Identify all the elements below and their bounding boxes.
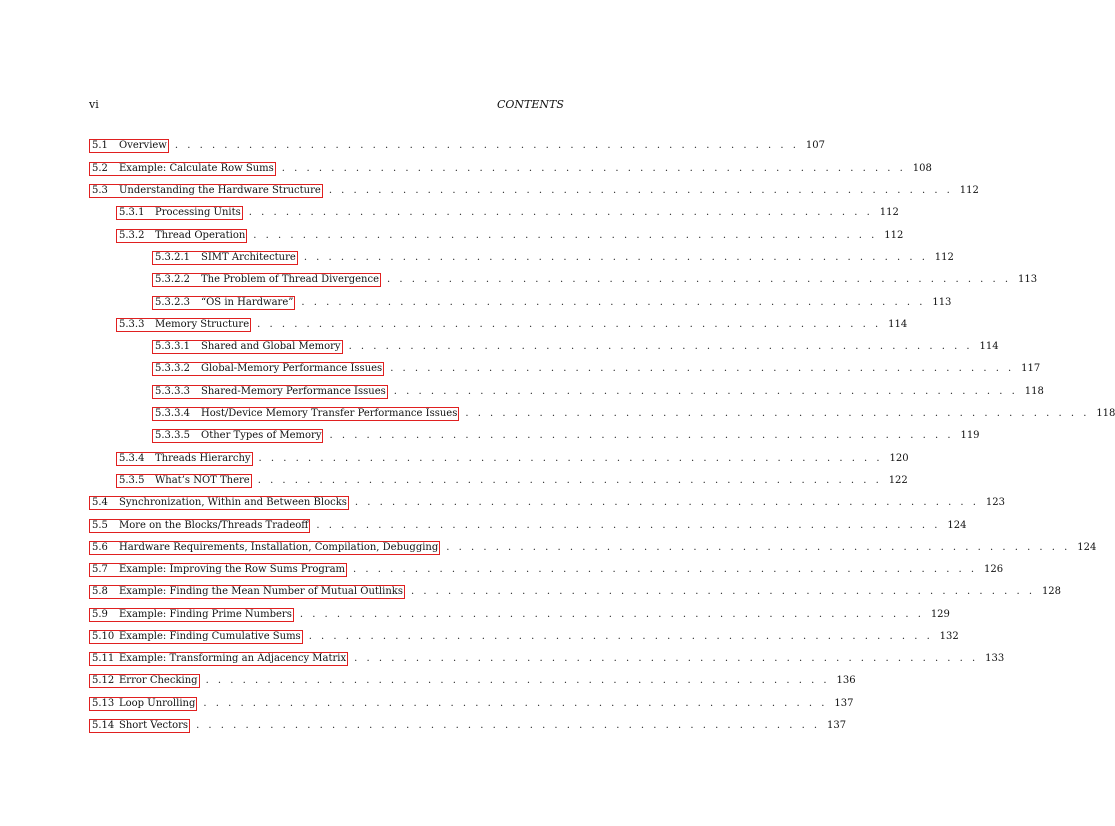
dot-leader: . . . . . . . . . . . . . . . . . . . . . . . . . . . . . . . . . . . . . . . . . . . . . . . . . . . [203, 698, 828, 709]
toc-entry [89, 495, 1005, 511]
toc-page: 136 [836, 675, 856, 686]
toc-entry [152, 339, 999, 355]
toc-number: 5.9 [92, 609, 108, 620]
toc-title: Thread Operation [155, 230, 246, 241]
toc-entry [116, 205, 899, 221]
toc-page: 112 [959, 185, 979, 196]
toc-link[interactable] [89, 162, 276, 176]
dot-leader: . . . . . . . . . . . . . . . . . . . . . . . . . . . . . . . . . . . . . . . . . . . . . . . . . . . [329, 430, 954, 441]
toc-page: 133 [985, 653, 1005, 664]
dot-leader: . . . . . . . . . . . . . . . . . . . . . . . . . . . . . . . . . . . . . . . . . . . . . . . . . . . [258, 453, 883, 464]
toc-link[interactable] [89, 630, 303, 644]
toc-link[interactable] [152, 362, 384, 376]
dot-leader: . . . . . . . . . . . . . . . . . . . . . . . . . . . . . . . . . . . . . . . . . . . . . . . . . . . [196, 720, 821, 731]
toc-title: Memory Structure [155, 319, 250, 330]
toc-title: Host/Device Memory Transfer Performance Issues [201, 408, 458, 419]
dot-leader: . . . . . . . . . . . . . . . . . . . . . . . . . . . . . . . . . . . . . . . . . . . . . . . . . . . [316, 520, 941, 531]
toc-number: 5.10 [92, 631, 115, 642]
toc-entry [89, 518, 967, 534]
toc-number: 5.4 [92, 497, 108, 508]
dot-leader: . . . . . . . . . . . . . . . . . . . . . . . . . . . . . . . . . . . . . . . . . . . . . . . . . . . [465, 408, 1090, 419]
dot-leader: . . . . . . . . . . . . . . . . . . . . . . . . . . . . . . . . . . . . . . . . . . . . . . . . . . . [354, 497, 979, 508]
toc-page: 108 [912, 163, 932, 174]
toc-link[interactable] [89, 674, 200, 688]
toc-title: Other Types of Memory [201, 430, 322, 441]
toc-number: 5.1 [92, 140, 108, 151]
toc-page: 129 [930, 609, 950, 620]
dot-leader: . . . . . . . . . . . . . . . . . . . . . . . . . . . . . . . . . . . . . . . . . . . . . . . . . . . [410, 586, 1036, 597]
toc-link[interactable] [152, 429, 323, 443]
toc-link[interactable] [116, 229, 247, 243]
toc-number: 5.3.4 [119, 453, 145, 464]
toc-page: 112 [879, 207, 899, 218]
toc-link[interactable] [89, 139, 169, 153]
toc-number: 5.13 [92, 698, 115, 709]
toc-title: Example: Finding the Mean Number of Mutual Outlinks [119, 586, 403, 597]
dot-leader: . . . . . . . . . . . . . . . . . . . . . . . . . . . . . . . . . . . . . . . . . . . . . . . . . . . [328, 185, 953, 196]
toc-title: Global-Memory Performance Issues [201, 363, 383, 374]
dot-leader: . . . . . . . . . . . . . . . . . . . . . . . . . . . . . . . . . . . . . . . . . . . . . . . . . . . [301, 297, 926, 308]
toc-number: 5.3.3.2 [155, 363, 190, 374]
dot-leader: . . . . . . . . . . . . . . . . . . . . . . . . . . . . . . . . . . . . . . . . . . . . . . . . . . . [303, 252, 928, 263]
toc-number: 5.3.2.1 [155, 252, 190, 263]
toc-number: 5.11 [92, 653, 115, 664]
toc-page: 120 [889, 453, 909, 464]
toc-page: 112 [884, 230, 904, 241]
toc-entry [152, 384, 1044, 400]
toc-page: 112 [934, 252, 954, 263]
dot-leader: . . . . . . . . . . . . . . . . . . . . . . . . . . . . . . . . . . . . . . . . . . . . . . . . . . . [299, 609, 924, 620]
toc-title: Processing Units [155, 207, 241, 218]
toc-title: “OS in Hardware” [201, 297, 294, 308]
toc-title: Hardware Requirements, Installation, Compilation, Debugging [119, 542, 439, 553]
toc-page: 126 [984, 564, 1004, 575]
toc-number: 5.8 [92, 586, 108, 597]
toc-number: 5.5 [92, 520, 108, 531]
running-title: CONTENTS [497, 98, 564, 111]
toc-title: Understanding the Hardware Structure [119, 185, 321, 196]
toc-page: 114 [888, 319, 908, 330]
toc-page: 114 [979, 341, 999, 352]
toc-link[interactable] [116, 452, 253, 466]
toc-link[interactable] [89, 519, 310, 533]
toc-number: 5.3.2 [119, 230, 145, 241]
toc-entry [152, 295, 952, 311]
toc-title: Example: Finding Cumulative Sums [119, 631, 301, 642]
dot-leader: . . . . . . . . . . . . . . . . . . . . . . . . . . . . . . . . . . . . . . . . . . . . . . . . . . . [253, 230, 878, 241]
toc-number: 5.3.2.2 [155, 274, 190, 285]
toc-page: 137 [827, 720, 847, 731]
toc-entry [116, 228, 904, 244]
dot-leader: . . . . . . . . . . . . . . . . . . . . . . . . . . . . . . . . . . . . . . . . . . . . . . . . . . . [446, 542, 1071, 553]
toc-page: 122 [888, 475, 908, 486]
toc-title: Example: Transforming an Adjacency Matrix [119, 653, 347, 664]
toc-number: 5.3.1 [119, 207, 145, 218]
toc-link[interactable] [152, 273, 381, 287]
toc-link[interactable] [89, 652, 348, 666]
toc-link[interactable] [152, 296, 295, 310]
toc-page: 124 [1077, 542, 1097, 553]
toc-entry [89, 584, 1062, 600]
toc-link[interactable] [152, 407, 459, 421]
toc-page: 118 [1096, 408, 1115, 419]
toc-title: SIMT Architecture [201, 252, 296, 263]
toc-entry [89, 696, 854, 712]
toc-link[interactable] [89, 496, 349, 510]
toc-number: 5.7 [92, 564, 108, 575]
page-number: vi [89, 98, 99, 111]
toc-number: 5.3.2.3 [155, 297, 190, 308]
toc-page: 117 [1021, 363, 1041, 374]
toc-number: 5.12 [92, 675, 115, 686]
toc-entry [116, 317, 908, 333]
toc-entry [89, 651, 1005, 667]
toc-title: What’s NOT There [155, 475, 250, 486]
toc-number: 5.3 [92, 185, 108, 196]
toc-entry [89, 629, 959, 645]
toc-entry [152, 361, 1041, 377]
toc-link[interactable] [89, 719, 190, 733]
toc-link[interactable] [89, 585, 405, 599]
toc-number: 5.6 [92, 542, 108, 553]
toc-page: 118 [1024, 386, 1044, 397]
toc-title: Example: Finding Prime Numbers [119, 609, 292, 620]
dot-leader: . . . . . . . . . . . . . . . . . . . . . . . . . . . . . . . . . . . . . . . . . . . . . . . . . . . [393, 386, 1018, 397]
toc-number: 5.3.3.1 [155, 341, 190, 352]
toc-number: 5.2 [92, 163, 108, 174]
toc-entry [89, 540, 1097, 556]
page-header [0, 98, 638, 114]
dot-leader: . . . . . . . . . . . . . . . . . . . . . . . . . . . . . . . . . . . . . . . . . . . . . . . . . . . [348, 341, 973, 352]
dot-leader: . . . . . . . . . . . . . . . . . . . . . . . . . . . . . . . . . . . . . . . . . . . . . . . . . . . [308, 631, 933, 642]
toc-page: 132 [939, 631, 959, 642]
toc-title: Loop Unrolling [119, 698, 196, 709]
toc-page: 128 [1041, 586, 1062, 597]
toc-title: Shared and Global Memory [201, 341, 341, 352]
toc-entry [89, 161, 932, 177]
toc-title: Threads Hierarchy [155, 453, 251, 464]
toc-link[interactable] [152, 251, 298, 265]
toc-entry [152, 428, 980, 444]
toc-page: 113 [1017, 274, 1038, 285]
toc-title: Example: Calculate Row Sums [119, 163, 274, 174]
toc-title: Short Vectors [119, 720, 189, 731]
toc-link[interactable] [116, 206, 243, 220]
dot-leader: . . . . . . . . . . . . . . . . . . . . . . . . . . . . . . . . . . . . . . . . . . . . . . . . . . . [257, 319, 882, 330]
toc-title: More on the Blocks/Threads Tradeoff [119, 520, 309, 531]
toc-page: 137 [834, 698, 854, 709]
toc-number: 5.14 [92, 720, 115, 731]
toc-entry [116, 473, 908, 489]
dot-leader: . . . . . . . . . . . . . . . . . . . . . . . . . . . . . . . . . . . . . . . . . . . . . . . . . . . [205, 675, 830, 686]
toc-link[interactable] [89, 541, 440, 555]
toc-entry [89, 138, 825, 154]
toc-page: 119 [960, 430, 980, 441]
toc-page: 124 [947, 520, 967, 531]
toc-title: Overview [119, 140, 167, 151]
dot-leader: . . . . . . . . . . . . . . . . . . . . . . . . . . . . . . . . . . . . . . . . . . . . . . . . . . . [390, 363, 1015, 374]
toc-title: Example: Improving the Row Sums Program [119, 564, 346, 575]
toc-link[interactable] [89, 608, 294, 622]
toc-number: 5.3.3.3 [155, 386, 190, 397]
dot-leader: . . . . . . . . . . . . . . . . . . . . . . . . . . . . . . . . . . . . . . . . . . . . . . . . . . . [354, 653, 979, 664]
dot-leader: . . . . . . . . . . . . . . . . . . . . . . . . . . . . . . . . . . . . . . . . . . . . . . . . . . . [257, 475, 882, 486]
toc-link[interactable] [152, 385, 388, 399]
toc-link[interactable] [89, 563, 347, 577]
dot-leader: . . . . . . . . . . . . . . . . . . . . . . . . . . . . . . . . . . . . . . . . . . . . . . . . . . . [174, 140, 799, 151]
toc-link[interactable] [152, 340, 343, 354]
toc-entry [152, 406, 1115, 422]
toc-entry [89, 562, 1004, 578]
toc-number: 5.3.5 [119, 475, 145, 486]
toc-entry [89, 673, 856, 689]
dot-leader: . . . . . . . . . . . . . . . . . . . . . . . . . . . . . . . . . . . . . . . . . . . . . . . . . . . [281, 163, 906, 174]
dot-leader: . . . . . . . . . . . . . . . . . . . . . . . . . . . . . . . . . . . . . . . . . . . . . . . . . . . [248, 207, 873, 218]
toc-entry [116, 451, 909, 467]
toc-number: 5.3.3.4 [155, 408, 190, 419]
toc-title: The Problem of Thread Divergence [201, 274, 380, 285]
toc-entry [152, 250, 954, 266]
toc-entry [152, 272, 1038, 288]
toc-title: Shared-Memory Performance Issues [201, 386, 386, 397]
toc-entry [89, 183, 979, 199]
toc-link[interactable] [89, 697, 197, 711]
dot-leader: . . . . . . . . . . . . . . . . . . . . . . . . . . . . . . . . . . . . . . . . . . . . . . . . . . . [353, 564, 978, 575]
toc-link[interactable] [89, 184, 323, 198]
dot-leader: . . . . . . . . . . . . . . . . . . . . . . . . . . . . . . . . . . . . . . . . . . . . . . . . . . . [387, 274, 1012, 285]
toc-entry [89, 607, 950, 623]
toc-link[interactable] [116, 318, 251, 332]
toc-page: 107 [805, 140, 825, 151]
toc-number: 5.3.3.5 [155, 430, 190, 441]
toc-entry [89, 718, 847, 734]
toc-title: Error Checking [119, 675, 198, 686]
toc-page: 123 [985, 497, 1005, 508]
toc-page: 113 [932, 297, 952, 308]
toc-number: 5.3.3 [119, 319, 145, 330]
toc-link[interactable] [116, 474, 252, 488]
toc-title: Synchronization, Within and Between Blocks [119, 497, 347, 508]
